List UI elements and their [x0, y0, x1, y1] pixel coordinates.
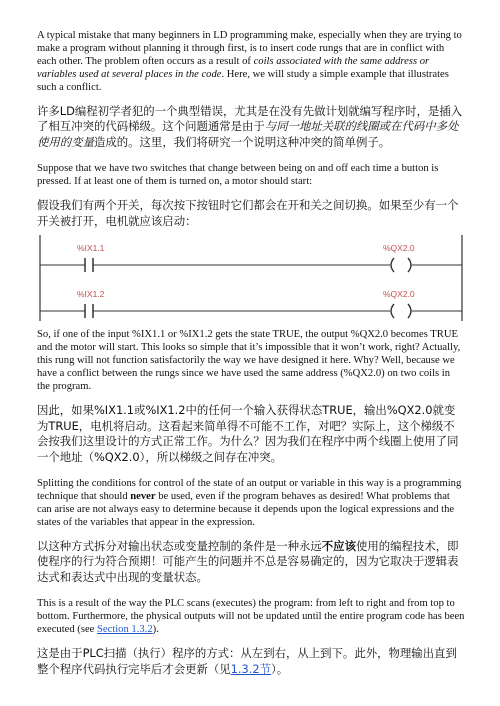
rung2-coil-left-arc: [391, 304, 394, 318]
never-emphasis: never: [130, 490, 156, 502]
never-emphasis-cn: 不应该: [321, 538, 356, 553]
intro-italic-phrase-en: coils associated with the same address or variables used at several places in the code: [37, 55, 430, 80]
conflict-paragraph-cn: 因此，如果%IX1.1或%IX1.2中的任何一个输入获得状态TRUE，输出%QX2.0就变为TRUE，电机将启动。这看起来简单得不可能不工作，对吧？实际上，这个梯级不会按我们这里设计的方式正常工作。为什么？因为我们在程序中两个线圈上使用了同一个地址（%QX2.0），所以梯级之间存在冲突。: [37, 402, 459, 465]
scan-paragraph-en: This is a result of the way the PLC scans (executes) the program: from left to right and from top to bottom. Furthermore, the physical outputs will not be updated until the entire program code has been executed (see Section 1.3.2).: [37, 598, 465, 635]
rung-2: [40, 289, 462, 318]
section-link-cn[interactable]: 1.3.2节: [230, 661, 272, 676]
intro-paragraph-en: A typical mistake that many beginners in LD programming make, especially when they are trying to make a program without planning it through first, is to insert code rungs that are in conflict with each other. The problem often occurs as a result of coils associated with the same address or variables used at several places in the code. Here, we will study a simple example that illustrates such a conflict.: [37, 30, 462, 93]
switch-paragraph-en: Suppose that we have two switches that change between being on and off each time a button is pressed. If at least one of them is turned on, a motor should start:: [37, 162, 439, 187]
rung-1: [40, 243, 462, 272]
section-link[interactable]: Section 1.3.2: [97, 623, 153, 635]
rung1-coil-left-arc: [391, 258, 394, 272]
splitting-paragraph-cn: 以这种方式拆分对输出状态或变量控制的条件是一种永远不应该使用的编程技术，即使程序的行为符合预期！可能产生的问题并不总是容易确定的，因为它取决于逻辑表达式和表达式中出现的变量状态。: [37, 538, 459, 585]
splitting-paragraph-en: Splitting the conditions for control of the state of an output or variable in this way is a programming technique that should never be used, even if the program behaves as desired! What problems that can arise are not always easy to determine because it depends upon the logical expressions and the states of the variables that appear in the expression.: [37, 478, 462, 528]
switch-paragraph-cn: 假设我们有两个开关，每次按下按钮时它们都会在开和关之间切换。如果至少有一个开关被打开，电机就应该启动：: [37, 197, 459, 228]
ladder-diagram: [37, 235, 465, 321]
scan-paragraph-cn: 这是由于PLC扫描（执行）程序的方式：从左到右，从上到下。此外，物理输出直到整个程序代码执行完毕后才会更新（见1.3.2节）。: [37, 645, 457, 676]
rung2-contact-label: %IX1.2: [77, 289, 105, 300]
intro-italic-phrase-cn: 与同一地址关联的线圈或在代码中多处使用的变量: [37, 119, 459, 150]
intro-paragraph-cn: 许多LD编程初学者犯的一个典型错误，尤其是在没有先做计划就编写程序时，是插入了相互冲突的代码梯级。这个问题通常是由于与同一地址关联的线圈或在代码中多处使用的变量造成的。这里，我们将研究一个说明这种冲突的简单例子。: [37, 103, 463, 150]
conflict-paragraph-en: So, if one of the input %IX1.1 or %IX1.2 gets the state TRUE, the output %QX2.0 becomes TRUE and the motor will start. This looks so simple that it’s impossible that it won’t work, right? Actually, this rung will not function satisfactorily the way we have designed it here. Why? Well, because we have a conflict between the rungs since we have used the same address (%QX2.0) on two coils in the program.: [37, 329, 461, 392]
rung1-coil-label: %QX2.0: [383, 243, 415, 254]
rung1-contact-label: %IX1.1: [77, 243, 105, 254]
rung2-coil-label: %QX2.0: [383, 289, 415, 300]
document-page: [37, 30, 465, 677]
rung1-coil-right-arc: [408, 258, 411, 272]
rung2-coil-right-arc: [408, 304, 411, 318]
